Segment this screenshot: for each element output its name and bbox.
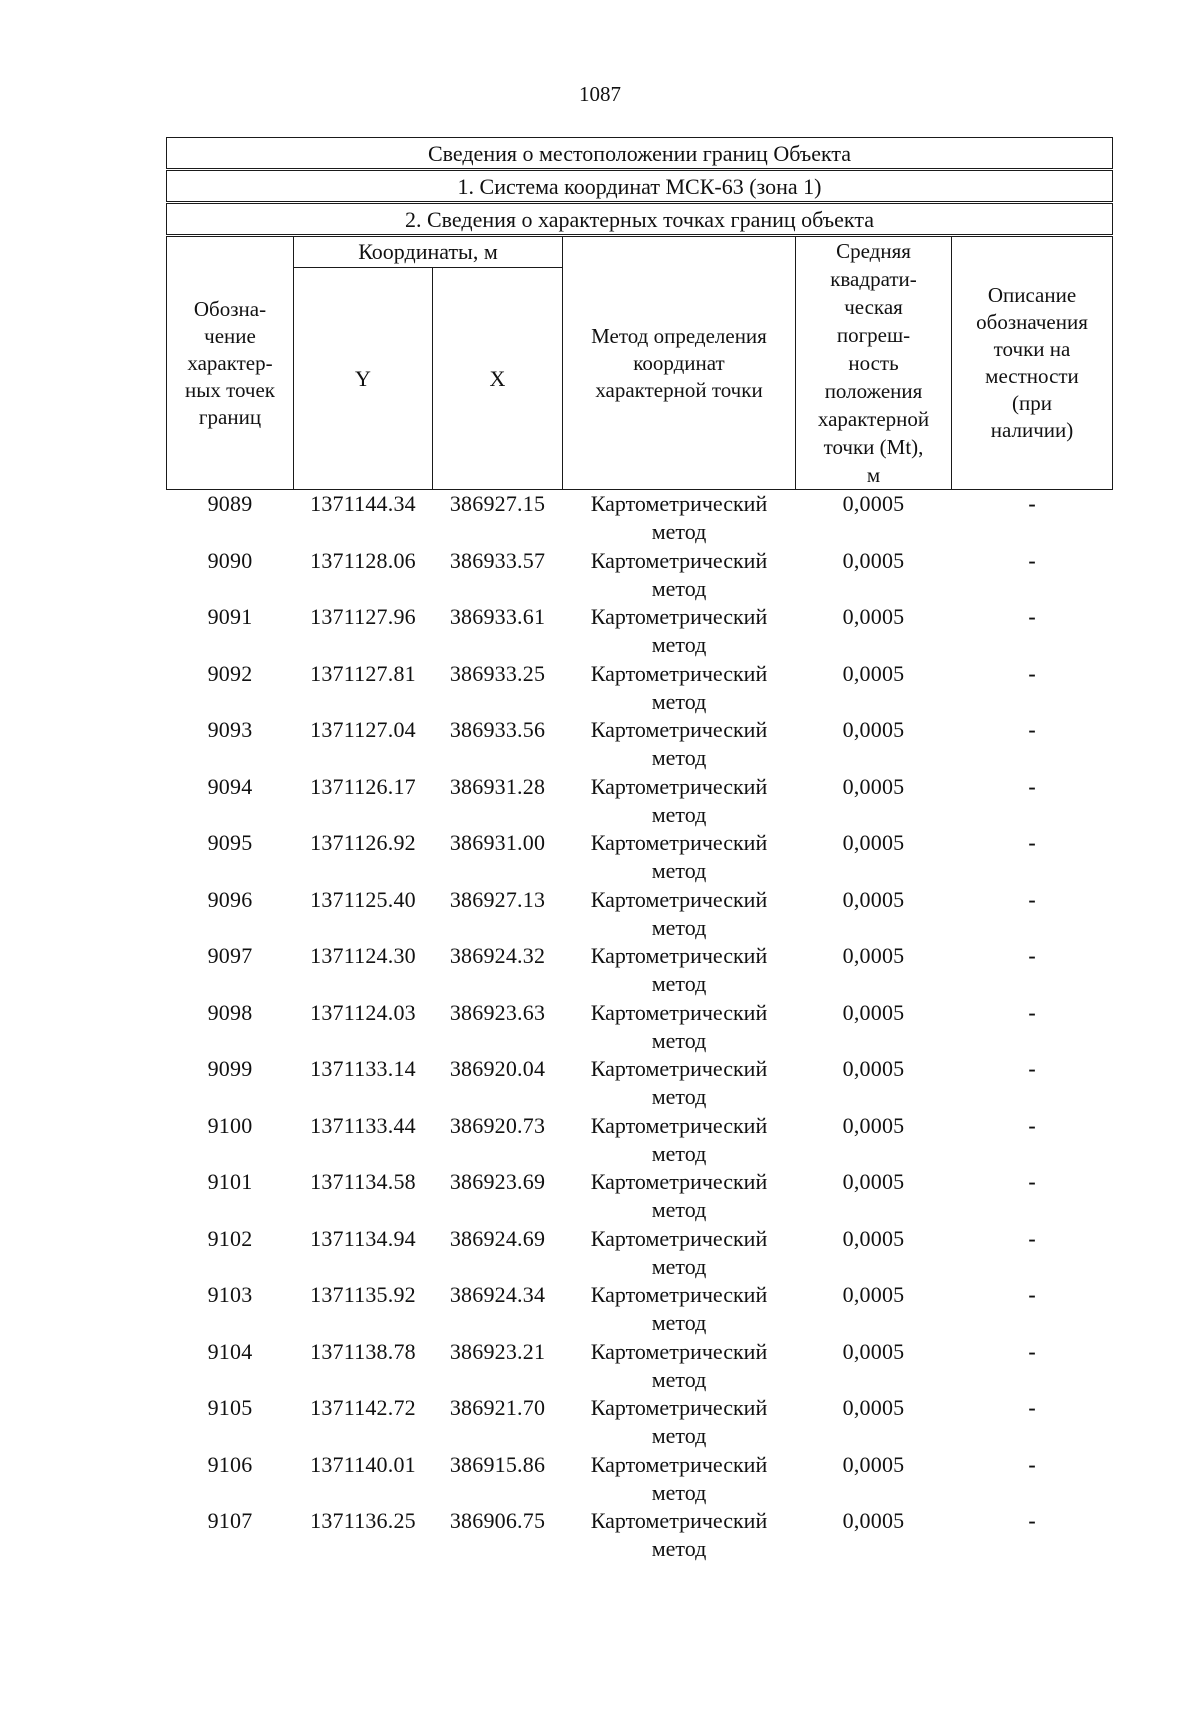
cell-point: 9097: [207, 943, 253, 968]
cell-coord-x: 386924.34: [449, 1282, 546, 1307]
cell-description: -: [1028, 886, 1036, 912]
cell-method: Картометрический метод: [590, 604, 768, 657]
header-coordinates: Координаты, м: [294, 236, 563, 268]
cell-coord-x: 386933.61: [449, 604, 546, 629]
cell-description: -: [1028, 1225, 1036, 1251]
cell-rms-error: 0,0005: [842, 773, 905, 799]
cell-rms-error: 0,0005: [842, 943, 905, 968]
table-row: [167, 547, 1113, 604]
cell-point: 9100: [207, 1112, 253, 1138]
cell-rms-error: 0,0005: [842, 604, 905, 629]
table-row: [167, 942, 1113, 999]
cell-method: Картометрический метод: [590, 830, 768, 883]
cell-rms-error: 0,0005: [842, 1451, 905, 1477]
cell-method: Картометрический метод: [590, 491, 768, 544]
cell-method: Картометрический метод: [590, 1282, 768, 1335]
cell-coord-x: 386920.04: [449, 1056, 546, 1081]
cell-point: 9090: [207, 547, 253, 573]
cell-method: Картометрический метод: [590, 1451, 768, 1505]
cell-coord-x: 386931.00: [449, 830, 546, 855]
cell-point: 9105: [207, 1395, 253, 1420]
cell-method: Картометрический метод: [590, 1112, 768, 1166]
cell-coord-y: 1371135.92: [310, 1282, 416, 1307]
table-row: [167, 773, 1113, 830]
table-body: [167, 490, 1113, 1564]
cell-point: 9101: [207, 1169, 253, 1194]
header-rms-error: Средняя квадрати- ческая погреш- ность положения характерной точки (Mt), м: [796, 236, 952, 490]
cell-description: -: [1028, 660, 1036, 686]
cell-coord-y: 1371127.04: [310, 717, 416, 742]
cell-coord-y: 1371138.78: [310, 1338, 416, 1364]
cell-description: -: [1028, 943, 1036, 968]
cell-description: -: [1028, 1395, 1036, 1420]
table-row: [167, 829, 1113, 886]
cell-coord-y: 1371124.30: [310, 943, 416, 968]
cell-method: Картометрический метод: [590, 547, 768, 601]
cell-rms-error: 0,0005: [842, 660, 905, 686]
cell-rms-error: 0,0005: [842, 1169, 905, 1194]
header-point-designation: Обозна- чение характер- ных точек границ: [167, 236, 294, 490]
cell-coord-x: 386923.69: [449, 1169, 546, 1194]
header-method: Метод определения координат характерной точки: [563, 236, 796, 490]
cell-point: 9106: [207, 1451, 253, 1477]
table-row: [167, 886, 1113, 943]
cell-rms-error: 0,0005: [842, 1395, 905, 1420]
cell-point: 9093: [207, 717, 253, 742]
cell-coord-y: 1371127.96: [310, 604, 416, 629]
cell-point: 9099: [207, 1056, 253, 1081]
cell-point: 9095: [207, 830, 253, 855]
cell-method: Картометрический метод: [590, 1056, 768, 1109]
cell-coord-y: 1371126.92: [310, 830, 416, 855]
cell-rms-error: 0,0005: [842, 717, 905, 742]
cell-method: Картометрический метод: [590, 717, 768, 770]
cell-method: Картометрический метод: [590, 886, 768, 940]
cell-point: 9091: [207, 604, 253, 629]
cell-description: -: [1028, 604, 1036, 629]
cell-description: -: [1028, 1169, 1036, 1194]
header-coord-x: X: [433, 268, 563, 490]
cell-coord-y: 1371134.58: [310, 1169, 416, 1194]
cell-point: 9089: [207, 491, 253, 516]
table-row: [167, 1281, 1113, 1338]
cell-method: Картометрический метод: [590, 1225, 768, 1279]
cell-rms-error: 0,0005: [842, 547, 905, 573]
cell-coord-y: 1371140.01: [310, 1451, 416, 1477]
cell-point: 9103: [207, 1282, 253, 1307]
cell-coord-x: 386920.73: [449, 1112, 546, 1138]
cell-point: 9102: [207, 1225, 253, 1251]
cell-coord-y: 1371125.40: [310, 886, 416, 912]
table-row: [167, 603, 1113, 660]
boundary-points-table: [166, 137, 1113, 1564]
table-row: [167, 1112, 1113, 1169]
cell-description: -: [1028, 773, 1036, 799]
cell-method: Картометрический метод: [590, 1169, 768, 1222]
cell-method: Картометрический метод: [590, 943, 768, 996]
cell-point: 9092: [207, 660, 253, 686]
table-row: [167, 1055, 1113, 1112]
cell-coord-x: 386923.63: [449, 999, 546, 1025]
cell-rms-error: 0,0005: [842, 491, 905, 516]
header-description: Описание обозначения точки на местности (при наличии): [952, 236, 1113, 490]
cell-description: -: [1028, 1451, 1036, 1477]
cell-rms-error: 0,0005: [842, 886, 905, 912]
header-coord-y: Y: [294, 268, 433, 490]
cell-coord-x: 386933.56: [449, 717, 546, 742]
cell-coord-y: 1371127.81: [310, 660, 416, 686]
cell-coord-y: 1371126.17: [310, 773, 416, 799]
cell-description: -: [1028, 547, 1036, 573]
table-row: [167, 1451, 1113, 1508]
cell-coord-x: 386933.25: [449, 660, 546, 686]
cell-coord-y: 1371144.34: [310, 491, 416, 516]
cell-coord-x: 386933.57: [449, 547, 546, 573]
cell-coord-y: 1371128.06: [310, 547, 416, 573]
cell-description: -: [1028, 1338, 1036, 1364]
table-row: [167, 1225, 1113, 1282]
table-row: [167, 490, 1113, 547]
table-title-location: Сведения о местоположении границ Объекта: [167, 138, 1113, 170]
cell-coord-y: 1371134.94: [310, 1225, 416, 1251]
cell-rms-error: 0,0005: [842, 1282, 905, 1307]
cell-method: Картометрический метод: [590, 773, 768, 827]
table-row: [167, 1168, 1113, 1225]
cell-method: Картометрический метод: [590, 1395, 768, 1448]
cell-rms-error: 0,0005: [842, 1338, 905, 1364]
cell-coord-y: 1371136.25: [310, 1508, 416, 1533]
cell-point: 9096: [207, 886, 253, 912]
cell-coord-y: 1371142.72: [310, 1395, 416, 1420]
cell-method: Картометрический метод: [590, 660, 768, 714]
cell-coord-x: 386906.75: [449, 1508, 546, 1533]
cell-description: -: [1028, 717, 1036, 742]
cell-method: Картометрический метод: [590, 1338, 768, 1392]
cell-coord-x: 386924.69: [449, 1225, 546, 1251]
cell-coord-x: 386923.21: [449, 1338, 546, 1364]
cell-coord-y: 1371133.44: [310, 1112, 416, 1138]
cell-description: -: [1028, 999, 1036, 1025]
cell-description: -: [1028, 1282, 1036, 1307]
cell-method: Картометрический метод: [590, 999, 768, 1053]
page-number: 1087: [579, 82, 621, 106]
cell-rms-error: 0,0005: [842, 1056, 905, 1081]
table-row: [167, 1394, 1113, 1451]
cell-rms-error: 0,0005: [842, 1225, 905, 1251]
cell-point: 9107: [207, 1508, 253, 1533]
cell-rms-error: 0,0005: [842, 1508, 905, 1533]
cell-coord-x: 386931.28: [449, 773, 546, 799]
cell-description: -: [1028, 491, 1036, 516]
cell-coord-x: 386921.70: [449, 1395, 546, 1420]
cell-description: -: [1028, 830, 1036, 855]
cell-coord-x: 386924.32: [449, 943, 546, 968]
cell-coord-y: 1371133.14: [310, 1056, 416, 1081]
cell-point: 9094: [207, 773, 253, 799]
table-title-points-info: 2. Сведения о характерных точках границ объекта: [167, 203, 1113, 236]
cell-method: Картометрический метод: [590, 1508, 768, 1561]
cell-coord-x: 386915.86: [449, 1451, 546, 1477]
table-row: [167, 1338, 1113, 1395]
cell-rms-error: 0,0005: [842, 999, 905, 1025]
cell-point: 9104: [207, 1338, 253, 1364]
cell-point: 9098: [207, 999, 253, 1025]
cell-coord-x: 386927.15: [449, 491, 546, 516]
table-row: [167, 716, 1113, 773]
cell-description: -: [1028, 1112, 1036, 1138]
cell-coord-y: 1371124.03: [310, 999, 416, 1025]
cell-description: -: [1028, 1508, 1036, 1533]
cell-rms-error: 0,0005: [842, 1112, 905, 1138]
cell-rms-error: 0,0005: [842, 830, 905, 855]
table-row: [167, 999, 1113, 1056]
cell-description: -: [1028, 1056, 1036, 1081]
table-row: [167, 660, 1113, 717]
table-row: [167, 1507, 1113, 1564]
cell-coord-x: 386927.13: [449, 886, 546, 912]
table-title-coordinate-system: 1. Система координат МСК-63 (зона 1): [167, 170, 1113, 203]
